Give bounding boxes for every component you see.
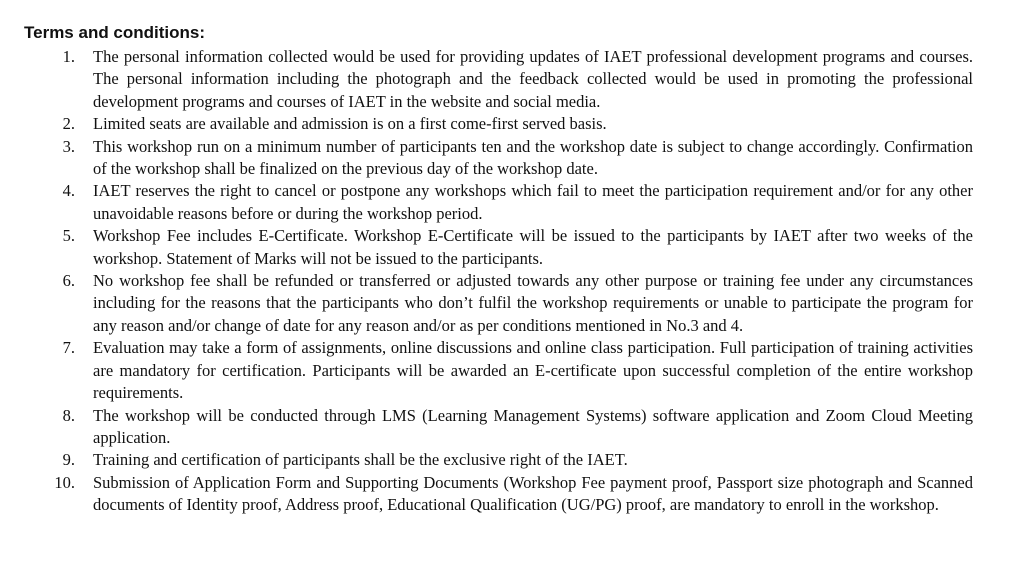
term-text: The personal information collected would be used for providing updates of IAET professional development programs and courses. The personal information including the photograph and the feedback collected would be used in promoting the professional development programs and courses of IAET in the website and social media. [93, 47, 973, 111]
term-text: Evaluation may take a form of assignments, online discussions and online class participation. Full participation of training activities are mandatory for certification. Participants will be awarded an E-certificate upon successful completion of the entire workshop requirements. [93, 338, 973, 403]
term-number: 5. [62, 226, 75, 246]
term-text: IAET reserves the right to cancel or postpone any workshops which fail to meet the participation requirement and/or for any other unavoidable reasons before or during the workshop period. [93, 181, 973, 223]
term-text: Training and certification of participants shall be the exclusive right of the IAET. [93, 450, 628, 470]
term-item-9 [0, 449, 1012, 471]
term-text: No workshop fee shall be refunded or transferred or adjusted towards any other purpose or training fee under any circumstances including for the reasons that the participants who don’t fulfil the workshop requirements or unable to participate the program for any reason and/or change of date for any reason and/or as per conditions mentioned in No.3 and 4. [93, 271, 973, 335]
term-number: 9. [62, 450, 75, 470]
term-number: 2. [62, 114, 75, 134]
term-item-10 [0, 472, 1012, 517]
term-item-5 [0, 225, 1012, 270]
term-text: This workshop run on a minimum number of participants ten and the workshop date is subject to change accordingly. Confirmation of the workshop shall be finalized on the previous day of the workshop date. [93, 136, 973, 179]
term-number: 4. [62, 181, 75, 201]
term-text: Workshop Fee includes E-Certificate. Workshop E-Certificate will be issued to the participants by IAET after two weeks of the workshop. Statement of Marks will not be issued to the participants. [93, 226, 973, 268]
term-item-6 [0, 270, 1012, 337]
term-text: Submission of Application Form and Supporting Documents (Workshop Fee payment proof, Passport size photograph and Scanned documents of Identity proof, Address proof, Educational Qualification (UG/PG) proof, are mandatory to enroll in the workshop. [93, 472, 973, 515]
term-number: 7. [62, 338, 75, 358]
term-number: 1. [62, 47, 75, 66]
term-item-4 [0, 180, 1012, 225]
term-number: 10. [54, 472, 75, 492]
term-text: The workshop will be conducted through LMS (Learning Management Systems) software application and Zoom Cloud Meeting application. [93, 405, 973, 447]
terms-list [0, 46, 1012, 517]
term-item-3 [0, 136, 1012, 181]
term-item-7 [0, 337, 1012, 404]
term-number: 3. [62, 136, 75, 156]
term-item-8 [0, 405, 1012, 450]
term-item-1 [0, 46, 1012, 113]
terms-heading: Terms and conditions: [24, 23, 206, 42]
term-text: Limited seats are available and admission is on a first come-first served basis. [93, 114, 607, 134]
term-number: 6. [62, 271, 75, 291]
term-item-2 [0, 113, 1012, 135]
term-number: 8. [62, 405, 75, 425]
